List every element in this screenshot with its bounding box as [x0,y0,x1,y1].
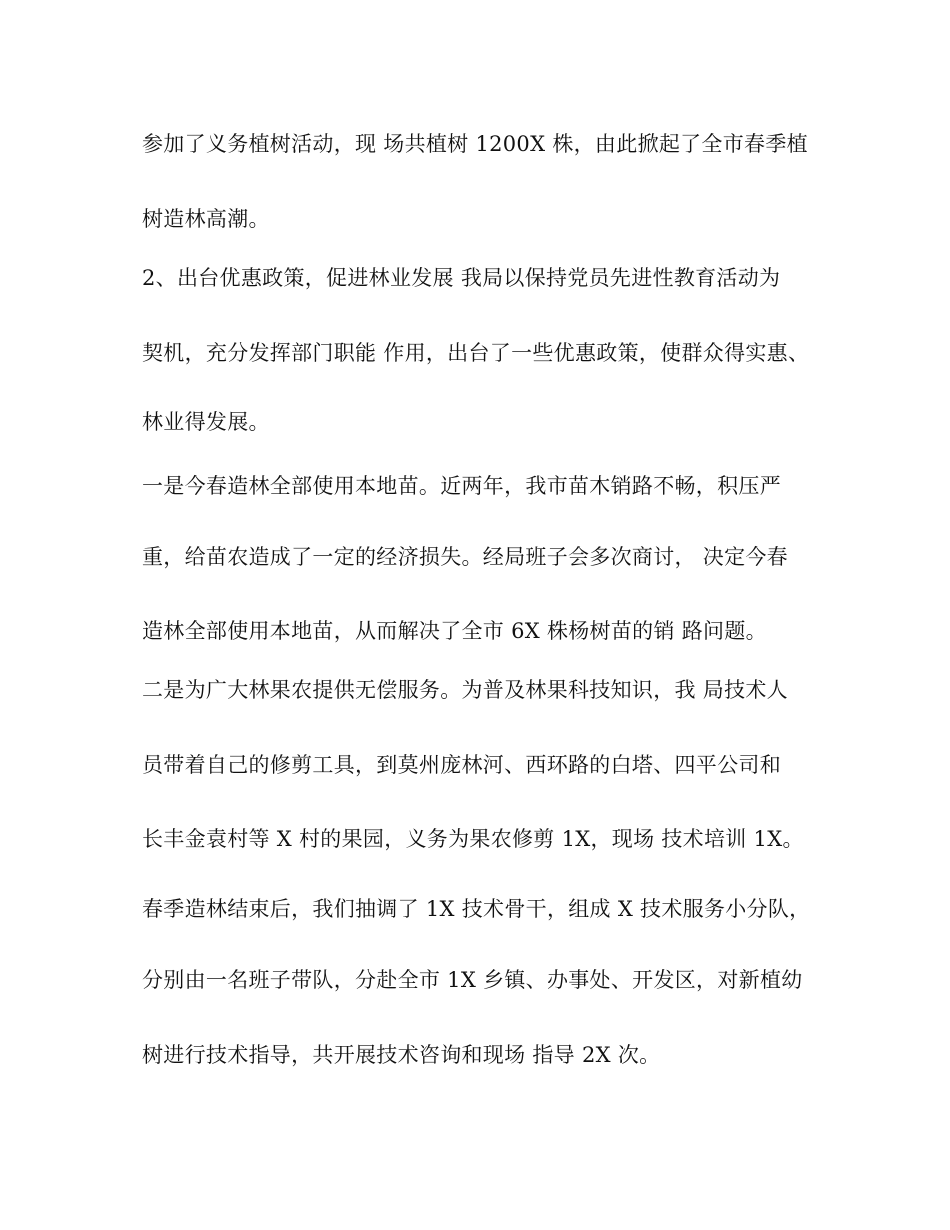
text-line: 林业得发展。 [142,410,270,434]
text-line: 春季造林结束后，我们抽调了 1X 技术骨干，组成 X 技术服务小分队， [142,897,811,921]
text-line: 分别由一名班子带队，分赴全市 1X 乡镇、办事处、开发区，对新植幼 [142,968,803,992]
text-line: 参加了义务植树活动，现 场共植树 1200X 株，由此掀起了全市春季植 [142,132,808,156]
text-line: 造林全部使用本地苗，从而解决了全市 6X 株杨树苗的销 路问题。 [142,619,767,643]
text-line: 长丰金袁村等 X 村的果园，义务为果农修剪 1X，现场 技术培训 1X。 [142,827,804,851]
text-line: 员带着自己的修剪工具，到莫州庞林河、西环路的白塔、四平公司和 [142,753,781,777]
text-line: 重，给苗农造成了一定的经济损失。经局班子会多次商讨， 决定今春 [142,545,788,569]
text-line: 契机，充分发挥部门职能 作用，出台了一些优惠政策，使群众得实惠、 [142,341,810,365]
text-line: 树造林高潮。 [142,207,270,231]
text-line: 一是今春造林全部使用本地苗。近两年，我市苗木销路不畅，积压严 [142,474,781,498]
text-line: 二是为广大林果农提供无偿服务。为普及林果科技知识，我 局技术人 [142,678,788,702]
text-line: 树进行技术指导，共开展技术咨询和现场 指导 2X 次。 [142,1043,661,1067]
section-heading-line: 2、出台优惠政策，促进林业发展 我局以保持党员先进性教育活动为 [142,266,781,290]
